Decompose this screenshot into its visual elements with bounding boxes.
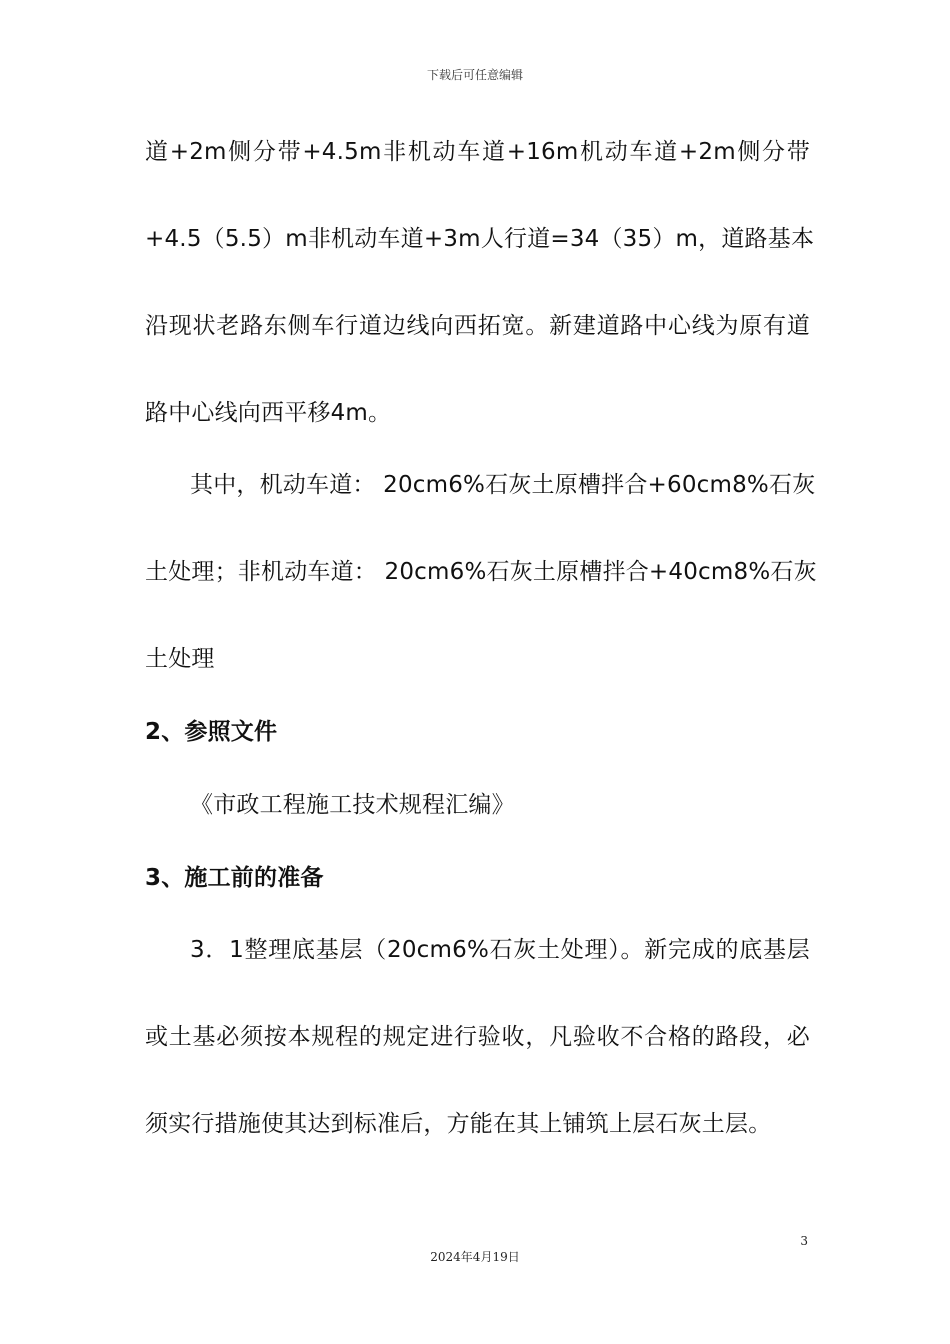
body-line-11: 3．1整理底基层（20cm6%石灰土处理）。新完成的底基层	[190, 937, 810, 963]
section-heading-preparation: 3、施工前的准备	[145, 865, 324, 891]
body-line-5: 其中，机动车道： 20cm6%石灰土原槽拌合+60cm8%石灰	[190, 472, 816, 498]
body-line-3: 沿现状老路东侧车行道边线向西拓宽。新建道路中心线为原有道	[145, 313, 810, 339]
page-number: 3	[800, 1234, 808, 1248]
page-footer-date: 2024年4月19日	[430, 1250, 520, 1264]
reference-document-title: 《市政工程施工技术规程汇编》	[190, 792, 515, 818]
body-line-1: 道+2m侧分带+4.5m非机动车道+16m机动车道+2m侧分带	[145, 139, 810, 165]
body-line-2: +4.5（5.5）m非机动车道+3m人行道=34（35）m，道路基本	[145, 226, 815, 252]
body-line-4: 路中心线向西平移4m。	[145, 400, 392, 426]
section-heading-references: 2、参照文件	[145, 719, 278, 745]
body-line-12: 或土基必须按本规程的规定进行验收，凡验收不合格的路段，必	[145, 1024, 810, 1050]
body-line-7: 土处理	[145, 646, 215, 672]
page-header: 下载后可任意编辑	[426, 68, 523, 82]
body-line-6: 土处理；非机动车道： 20cm6%石灰土原槽拌合+40cm8%石灰	[145, 559, 817, 585]
body-line-13: 须实行措施使其达到标准后，方能在其上铺筑上层石灰土层。	[145, 1111, 772, 1137]
